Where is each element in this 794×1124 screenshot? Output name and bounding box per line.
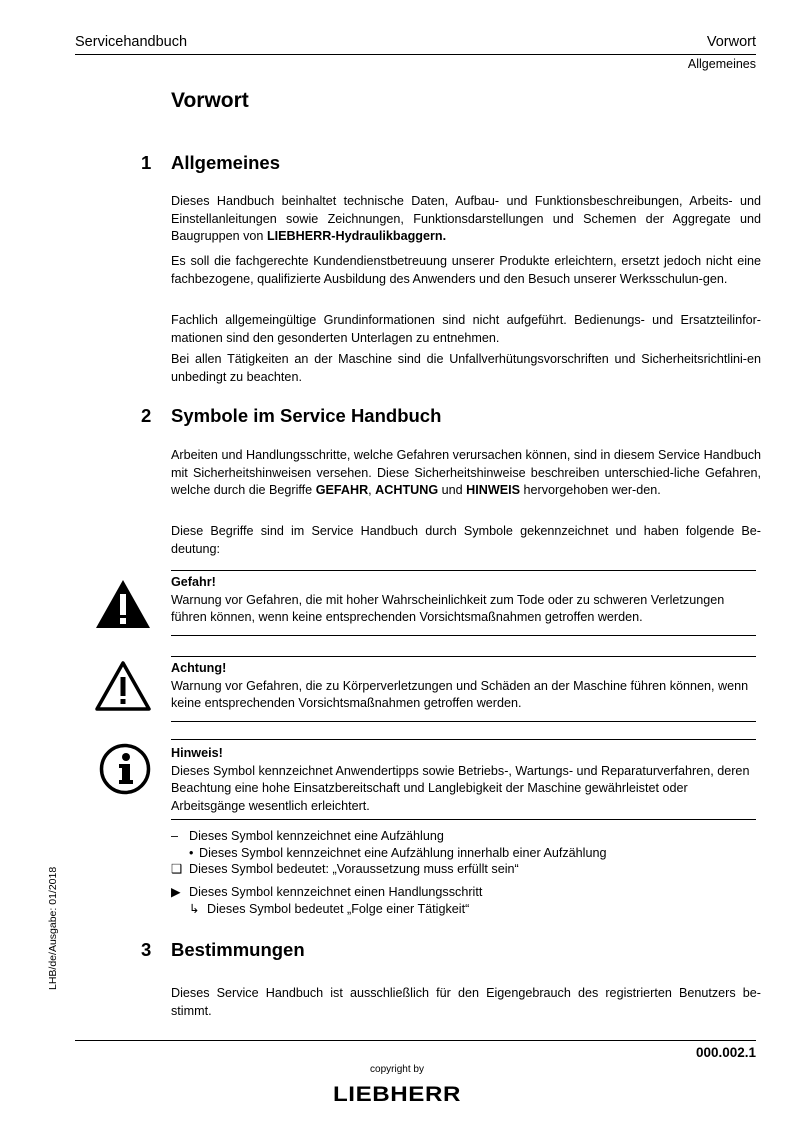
header-title: Servicehandbuch — [75, 34, 188, 50]
notice-divider — [171, 656, 756, 657]
notice-divider — [171, 570, 756, 571]
section-title: Allgemeines — [171, 152, 280, 173]
notice-text: Warnung vor Gefahren, die zu Körperverletzungen und Schäden an der Maschine führen können, wenn keine entsprechenden Vorsichtsmaßnahmen getroffen werden. — [171, 678, 749, 710]
list-item: – Dieses Symbol kennzeichnet eine Aufzählung — [171, 829, 444, 843]
bullet-icon: • — [189, 846, 194, 860]
brand-logo: LIEBHERR — [332, 1083, 462, 1106]
paragraph: Diese Begriffe sind im Service Handbuch durch Symbole gekennzeichnet und haben folgende Be-deutung: — [171, 524, 761, 556]
notice-divider — [171, 819, 756, 820]
checkbox-icon: ❑ — [171, 862, 183, 876]
edition-note: LHB/de/Ausgabe: 01/2018 — [47, 866, 59, 990]
paragraph: Es soll die fachgerechte Kundendienstbetreuung unserer Produkte erleichtern, ersetzt jedoch nicht eine fachbezogene, qualifizierte Ausbildung des Anwenders und den Besuch unserer Werksschulun-gen. — [171, 254, 761, 286]
dash-icon: – — [171, 829, 179, 843]
list-item: ▶ Dieses Symbol kennzeichnet einen Handlungsschritt — [171, 885, 483, 899]
list-item: • Dieses Symbol kennzeichnet eine Aufzählung innerhalb einer Aufzählung — [189, 846, 607, 860]
arrow-right-icon: ▶ — [171, 885, 181, 899]
notice-divider — [171, 739, 756, 740]
section-number: 2 — [141, 405, 152, 426]
page-title: Vorwort — [171, 89, 249, 112]
notice-divider — [171, 721, 756, 722]
list-item: ↳ Dieses Symbol bedeutet „Folge einer Tätigkeit“ — [189, 902, 470, 916]
section-number: 3 — [141, 939, 152, 960]
notice-danger — [171, 574, 761, 627]
info-circle-icon — [99, 743, 151, 795]
section-title: Bestimmungen — [171, 939, 305, 960]
paragraph: Bei allen Tätigkeiten an der Maschine sind die Unfallverhütungsvorschriften und Sicherheitsrichtlini-en unbedingt zu beachten. — [171, 352, 761, 384]
paragraph: Arbeiten und Handlungsschritte, welche Gefahren verursachen können, sind in diesem Service Handbuch mit Sicherheitshinweisen versehen. Diese Sicherheitshinweise beschreiben unterschied-liche Gefahren, welche durch die Begriffe GEFAHR, ACHTUNG und HINWEIS hervorgehoben wer-den. — [171, 448, 761, 497]
result-arrow-icon: ↳ — [189, 902, 200, 916]
document-number: 000.002.1 — [695, 1045, 756, 1060]
list-item: ❑ Dieses Symbol bedeutet: „Voraussetzung muss erfüllt sein“ — [171, 862, 519, 876]
paragraph: Fachlich allgemeingültige Grundinformationen sind nicht aufgeführt. Bedienungs- und Ersatzteilinfor-mationen sind den gesonderten Unterlagen zu entnehmen. — [171, 313, 761, 345]
copyright-note: copyright by — [370, 1064, 424, 1075]
notice-title: Achtung! — [171, 661, 227, 675]
danger-triangle-icon — [94, 578, 152, 630]
notice-title: Gefahr! — [171, 575, 216, 589]
notice-caution — [171, 660, 761, 713]
section-number: 1 — [141, 152, 152, 173]
footer-divider — [75, 1040, 756, 1041]
paragraph: Dieses Handbuch beinhaltet technische Daten, Aufbau- und Funktionsbeschreibungen, Arbeits- und Einstellanleitungen sowie Zeichnungen, Funktionsdarstellungen und Schemen der Aggregate und Baugruppen von LIEBHERR-Hydraulikbaggern. — [171, 194, 761, 243]
notice-text: Warnung vor Gefahren, die mit hoher Wahrscheinlichkeit zum Tode oder zu schweren Verletzungen führen können, wenn keine entsprechenden Vorsichtsmaßnahmen getroffen werden. — [171, 592, 725, 624]
notice-divider — [171, 635, 756, 636]
section-title: Symbole im Service Handbuch — [171, 405, 442, 426]
header-divider — [75, 54, 756, 55]
notice-info — [171, 745, 761, 815]
header-subtitle: Allgemeines — [687, 57, 756, 71]
header-chapter: Vorwort — [706, 34, 756, 50]
paragraph: Dieses Service Handbuch ist ausschließlich für den Eigengebrauch des registrierten Benutzers be-stimmt. — [171, 986, 761, 1018]
notice-text: Dieses Symbol kennzeichnet Anwendertipps sowie Betriebs-, Wartungs- und Reparaturverfahren, deren Beachtung eine hohe Einsatzbereitschaft und Langlebigkeit der Maschine gewährleistet oder Arbeitsgänge wesentlich erleichtert. — [171, 763, 750, 813]
caution-triangle-icon — [94, 660, 152, 712]
notice-title: Hinweis! — [171, 746, 223, 760]
